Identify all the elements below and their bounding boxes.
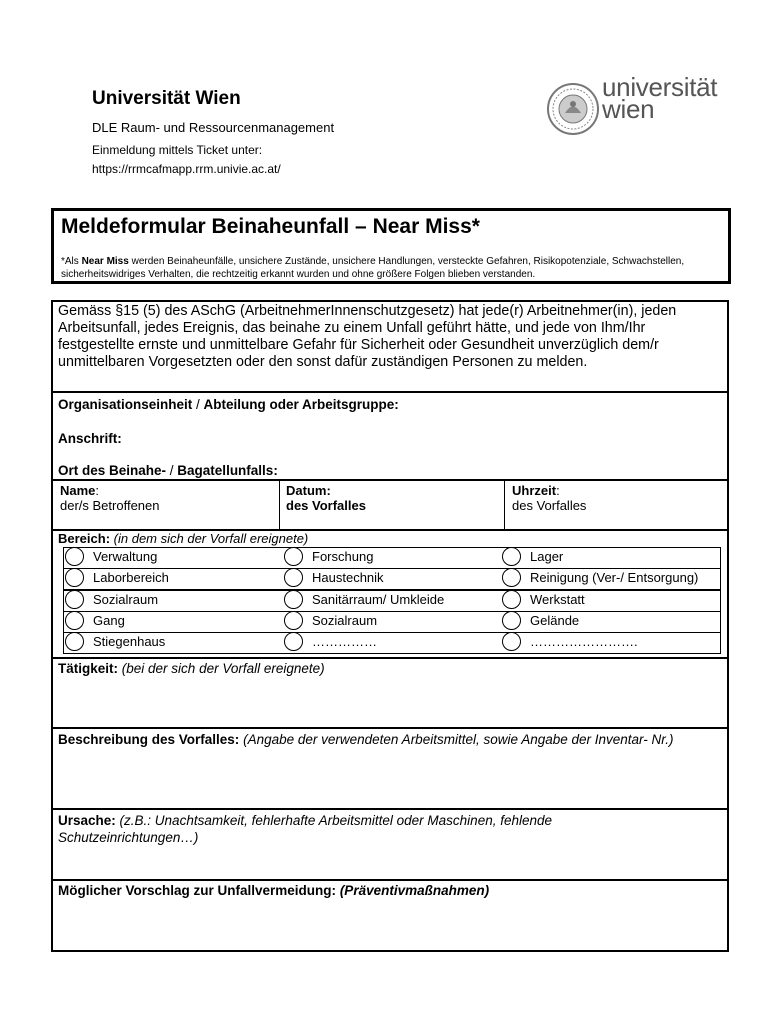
area-option-label: ……………………. [530,634,638,650]
prevention-section[interactable] [53,881,727,948]
area-option [283,633,501,653]
location-label-a: Ort des Beinahe- [58,463,167,478]
area-option [64,569,283,589]
name-label [60,483,99,498]
area-option-radio[interactable] [284,590,303,609]
area-option-radio[interactable] [65,590,84,609]
prevention-hint: (Präventivmaßnahmen) [339,883,490,898]
area-option-radio[interactable] [65,547,84,566]
cause-label [58,812,688,846]
name-colon: : [95,483,100,498]
area-options [63,547,721,654]
area-section [53,531,727,659]
area-option-label: Gang [93,612,125,628]
area-option [283,569,501,589]
area-option-label: Haustechnik [312,570,384,586]
area-option-radio[interactable] [502,611,521,630]
description-hint: (Angabe der verwendeten Arbeitsmittel, sowie Angabe der Inventar- Nr.) [243,732,674,747]
time-label [512,483,560,498]
description-label [58,731,688,748]
area-option-radio[interactable] [502,590,521,609]
time-sublabel: des Vorfalles [512,498,587,513]
area-option-label: Verwaltung [93,549,158,564]
time-field[interactable] [505,481,727,529]
time-label-text: Uhrzeit [512,483,557,498]
note-term: Near Miss [81,256,129,267]
location-label-b: Bagatellunfalls: [177,463,278,478]
activity-label [58,661,325,676]
area-option-label: Sanitärraum/ Umkleide [312,591,445,607]
area-option-label: Sozialraum [312,612,378,628]
report-form [51,300,729,952]
name-label-text: Name [60,483,96,498]
date-field[interactable] [280,481,505,529]
area-option [64,633,283,653]
prevention-label-text: Möglicher Vorschlag zur Unfallvermeidung: [58,883,337,898]
near-miss-definition [61,255,725,281]
area-option-radio[interactable] [284,632,303,651]
organisation-sep: / [192,397,204,412]
cause-hint: (z.B.: Unachtsamkeit, fehlerhafte Arbeitsmittel oder Maschinen, fehlende Schutzeinrichtungen…) [58,813,553,845]
area-option-label: Reinigung (Ver-/ Entsorgung) [530,570,699,586]
note-prefix: *Als [61,256,82,267]
area-option-row [63,611,721,633]
time-colon: : [556,483,560,498]
area-option [64,612,283,632]
area-option-radio[interactable] [502,547,521,566]
area-option-label: Stiegenhaus [93,634,166,650]
area-option-radio[interactable] [284,611,303,630]
logo-text-universitaet: universität [602,72,718,102]
area-option [283,548,501,568]
area-option-label: Forschung [312,549,374,564]
university-logo [545,72,725,138]
details-section [53,481,727,531]
area-option-row [63,568,721,590]
area-option [501,633,720,653]
area-option-radio[interactable] [65,632,84,651]
name-field[interactable] [53,481,280,529]
area-option [283,612,501,632]
seal-icon [545,78,601,138]
description-label-text: Beschreibung des Vorfalles: [58,732,240,747]
ticket-url: https://rrmcafmapp.rrm.univie.ac.at/ [92,162,281,176]
area-option-label: Lager [530,549,564,564]
area-option-row [63,632,721,654]
area-option [501,591,720,611]
area-option-row [63,590,721,612]
area-option-label: …………… [312,634,377,650]
area-option-label: Laborbereich [93,570,169,586]
organisation-label-a: Organisationseinheit [58,397,193,412]
area-option-label: Gelände [530,612,580,628]
prevention-label [58,883,489,898]
activity-label-text: Tätigkeit: [58,661,119,676]
cause-section[interactable] [53,810,727,881]
organisation-label [58,397,399,412]
cause-label-text: Ursache: [58,813,116,828]
note-text: werden Beinaheunfälle, unsichere Zustände, unsichere Handlungen, versteckte Gefahren, Risikopotenziale, Schwachstellen, sicherheitswidriges Verhalten, die rechtzeitig erkannt wurden und ohne größere Folgen blieben verstanden. [61,256,685,280]
area-option-radio[interactable] [284,568,303,587]
name-sublabel: der/s Betroffenen [60,498,160,513]
legal-intro-text: Gemäss §15 (5) des ASchG (ArbeitnehmerInnenschutzgesetz) hat jede(r) Arbeitnehmer(in), jeden Arbeitsunfall, jedes Ereignis, das beinahe zu einem Unfall geführt hätte, und jede von Ihm/Ihr festgestellte ernste und unmittelbare Gefahr für Sicherheit oder Gesundheit unverzüglich dem/r unmittelbaren Vorgesetzten oder den sonst dafür zuständigen Personen zu melden. [58,303,677,370]
area-hint: (in dem sich der Vorfall ereignete) [113,531,309,546]
form-title: Meldeformular Beinaheunfall – Near Miss* [61,215,480,238]
area-label [58,531,308,546]
area-option [501,569,720,589]
date-sublabel: des Vorfalles [286,498,366,513]
legal-intro-section [53,302,727,393]
area-label-text: Bereich: [58,531,111,546]
area-option-radio[interactable] [502,568,521,587]
location-sep: / [166,463,178,478]
area-option [64,591,283,611]
area-option-radio[interactable] [65,568,84,587]
area-option [283,591,501,611]
organisation-section[interactable] [53,393,727,481]
activity-hint: (bei der sich der Vorfall ereignete) [121,661,325,676]
area-option [501,548,720,568]
activity-section[interactable] [53,659,727,729]
area-option-radio[interactable] [65,611,84,630]
area-option-label: Sozialraum [93,591,159,607]
area-option-row [63,547,721,569]
area-option-radio[interactable] [284,547,303,566]
date-label: Datum: [286,483,331,498]
description-section[interactable] [53,729,727,810]
address-label: Anschrift: [58,431,122,446]
area-option-radio[interactable] [502,632,521,651]
area-option [64,548,283,568]
area-option-label: Werkstatt [530,591,585,607]
form-title-box [51,208,731,284]
area-option [501,612,720,632]
organisation-label-b: Abteilung oder Arbeitsgruppe: [203,397,399,412]
ticket-instruction: Einmeldung mittels Ticket unter: [92,143,263,157]
department-name: DLE Raum- und Ressourcenmanagement [92,120,335,135]
logo-text-wien: wien [602,94,655,124]
location-label [58,463,278,478]
university-title: Universität Wien [92,88,241,109]
